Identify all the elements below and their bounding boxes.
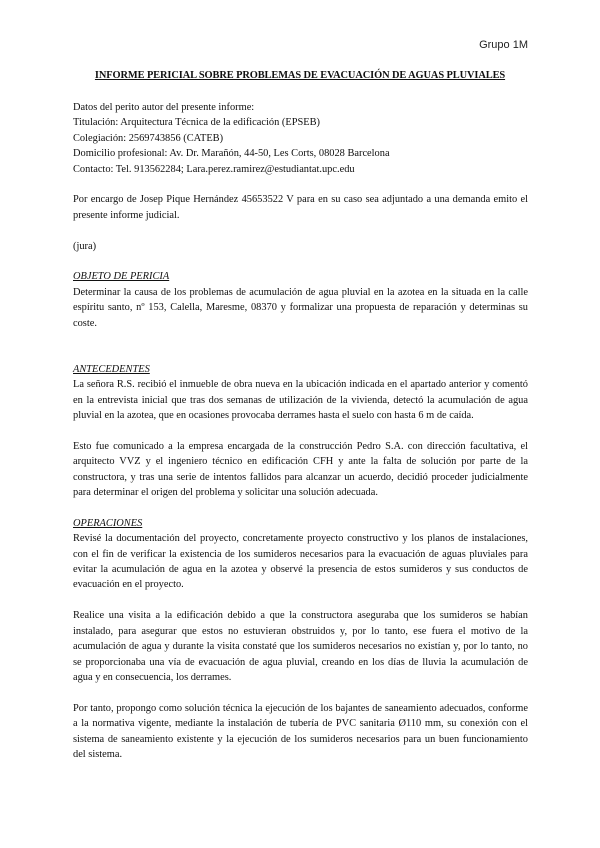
jura-text: (jura)	[73, 240, 97, 252]
report-body	[73, 100, 528, 762]
operaciones-paragraph-2: Realice una visita a la edificación debido a que la constructora aseguraba que los sumideros se habían instalado, para asegurar que estos no estuvieran obstruidos y, por lo tanto, ese fuera el motivo de la acumulación de agua y durante la visita constaté que los sumideros necesarios no existían y, por lo tanto, no se proporcionaba una vía de evacuación de agua pluvial, creando en los días de lluvia la acumulación de agua y en consecuencia, los derrames.	[73, 610, 528, 683]
author-titulacion: Titulación: Arquitectura Técnica de la edificación (EPSEB)	[73, 117, 320, 129]
author-colegiacion: Colegiación: 2569743856 (CATEB)	[73, 132, 224, 144]
operaciones-paragraph-3: Por tanto, propongo como solución técnica la ejecución de los bajantes de saneamiento adecuados, conforme a la normativa vigente, mediante la instalación de tubería de PVC sanitaria Ø110 mm, su conexión con el sistema de saneamiento existente y la ejecución de los sumideros necesarios para un buen funcionamiento del sistema.	[73, 702, 528, 760]
objeto-paragraph: Determinar la causa de los problemas de acumulación de agua pluvial en la azotea en la situada en la calle espíritu santo, nº 153, Calella, Maresme, 08370 y formalizar una propuesta de reparación y determinas su coste.	[73, 286, 528, 329]
group-label: Grupo 1M	[479, 39, 528, 51]
operaciones-heading: OPERACIONES	[73, 517, 143, 529]
encargo-paragraph: Por encargo de Josep Pique Hernández 45653522 V para en su caso sea adjuntado a una demanda emito el presente informe judicial.	[73, 194, 528, 221]
operaciones-paragraph-1: Revisé la documentación del proyecto, concretamente proyecto constructivo y los planos de instalaciones, con el fin de verificar la existencia de los sumideros necesarios para la evacuación de aguas pluviales para evitar la acumulación de agua en la azotea y observé la presencia de estos sumideros y sus conductos de evacuación en el proyecto.	[73, 533, 528, 591]
antecedentes-heading: ANTECEDENTES	[73, 363, 150, 375]
author-domicilio: Domicilio profesional: Av. Dr. Marañón, 44-50, Les Corts, 08028 Barcelona	[73, 148, 390, 160]
antecedentes-paragraph-1: La señora R.S. recibió el inmueble de obra nueva en la ubicación indicada en el apartado anterior y comentó en la entrevista inicial que tras dos semanas de utilización de la vivienda, detectó la acumulación de agua pluvial en la azotea, que en ocasiones provocaba derrames hasta el suelo con hasta 6 m de caída.	[73, 379, 528, 422]
report-title: INFORME PERICIAL SOBRE PROBLEMAS DE EVACUACIÓN DE AGUAS PLUVIALES	[94, 70, 506, 81]
author-contacto: Contacto: Tel. 913562284; Lara.perez.ramirez@estudiantat.upc.edu	[73, 163, 355, 175]
objeto-heading: OBJETO DE PERICIA	[73, 271, 170, 283]
antecedentes-paragraph-2: Esto fue comunicado a la empresa encargada de la construcción Pedro S.A. con dirección facultativa, el arquitecto VVZ y el ingeniero técnico en edificación CFH y ante la falta de solución por parte de la constructora, y tras una serie de intentos fallidos para alcanzar un acuerdo, decidió proceder judicialmente para determinar el origen del problema y solicitar una solución adecuada.	[73, 440, 528, 499]
author-intro: Datos del perito autor del presente informe:	[73, 102, 255, 113]
